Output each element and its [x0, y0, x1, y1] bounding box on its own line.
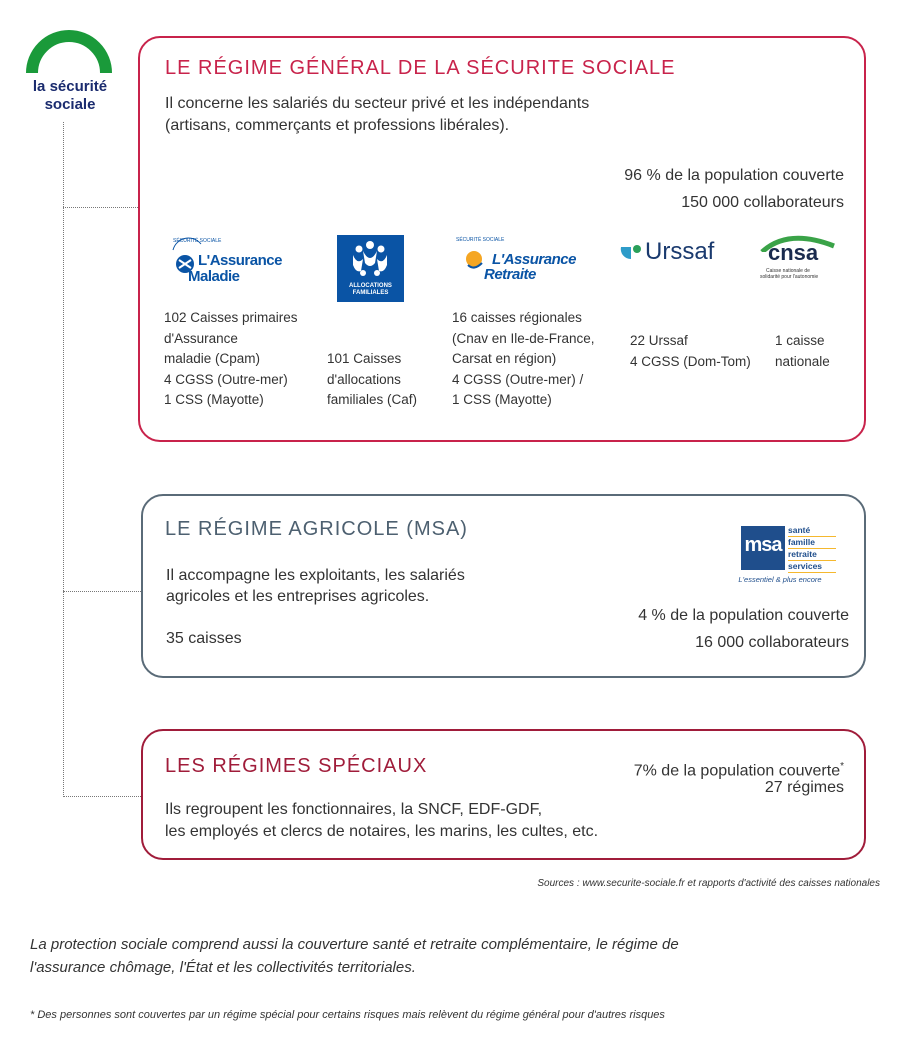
regimes-speciaux-desc-2: les employés et clercs de notaires, les marins, les cultes, etc.: [165, 823, 599, 840]
maladie-line-1: 102 Caisses primaires: [164, 310, 298, 325]
regime-agricole-caisses: 35 caisses: [166, 630, 242, 647]
assurance-maladie-logo: [165, 236, 290, 291]
regime-general-title: LE RÉGIME GÉNÉRAL DE LA SÉCURITE SOCIALE: [165, 57, 676, 79]
retraite-logo-tag: SÉCURITÉ SOCIALE: [456, 237, 505, 243]
maladie-line-2: d'Assurance: [164, 330, 238, 346]
maladie-logo-tag: SÉCURITÉ SOCIALE: [173, 238, 222, 244]
msa-mark-icon: msa: [741, 526, 785, 570]
regimes-speciaux-desc-1: Ils regroupent les fonctionnaires, la SNCF, EDF-GDF,: [165, 801, 543, 818]
org-caf-caption: [327, 349, 417, 411]
regimes-speciaux-title: LES RÉGIMES SPÉCIAUX: [165, 755, 428, 777]
maladie-logo-line1: L'Assurance: [198, 252, 282, 269]
protection-note-2: l'assurance chômage, l'État et les collectivités territoriales.: [30, 959, 416, 976]
caf-line-3: familiales (Caf): [327, 392, 418, 407]
urssaf-line-1: 22 Urssaf: [630, 333, 688, 348]
footnote: * Des personnes sont couvertes par un régime spécial pour certains risques mais relèvent du régime général pour d'autres risques: [30, 1009, 665, 1021]
msa-word-4: services: [788, 561, 836, 573]
retraite-line-3: Carsat en région): [452, 351, 557, 366]
logo-text-line1: la sécurité: [32, 78, 108, 95]
retraite-line-1: 16 caisses régionales: [452, 310, 582, 325]
caf-logo-line2: FAMILIALES: [352, 290, 389, 296]
logo-arc-icon: [26, 30, 112, 73]
maladie-line-3: maladie (Cpam): [164, 351, 261, 366]
msa-logo: [738, 525, 838, 587]
retraite-line-4: 4 CGSS (Outre-mer) /: [452, 371, 584, 387]
maladie-line-4: 4 CGSS (Outre-mer): [164, 371, 288, 387]
connector-speciaux: [63, 796, 141, 797]
cnsa-logo: [758, 232, 838, 287]
caf-line-2: d'allocations: [327, 371, 401, 387]
sources-note: Sources : www.securite-sociale.fr et rapports d'activité des caisses nationales: [537, 878, 880, 889]
org-maladie-caption: [164, 308, 298, 411]
maladie-logo-line2: Maladie: [188, 268, 240, 285]
msa-word-2: famille: [788, 537, 836, 549]
cnsa-logo-text: cnsa: [768, 240, 819, 265]
cnsa-logo-sub2: solidarité pour l'autonomie: [760, 274, 819, 280]
cnsa-line-2: nationale: [775, 353, 830, 369]
connector-vertical: [63, 122, 64, 797]
speciaux-footnote-mark: *: [840, 761, 844, 772]
connector-general: [63, 207, 138, 208]
retraite-line-5: 1 CSS (Mayotte): [452, 392, 552, 407]
protection-note-1: La protection sociale comprend aussi la couverture santé et retraite complémentaire, le régime de: [30, 936, 679, 953]
urssaf-line-2: 4 CGSS (Dom-Tom): [630, 353, 751, 369]
msa-word-3: retraite: [788, 549, 836, 561]
logo-text-line2: sociale: [44, 96, 96, 113]
regime-agricole-desc-1: Il accompagne les exploitants, les salariés: [166, 567, 465, 584]
retraite-logo-line1: L'Assurance: [492, 251, 576, 268]
regimes-speciaux-stat-regimes: 27 régimes: [764, 779, 844, 796]
caf-logo-line1: ALLOCATIONS: [349, 283, 392, 289]
regime-general-desc-1: Il concerne les salariés du secteur privé et les indépendants: [165, 95, 590, 112]
urssaf-logo: [619, 238, 734, 268]
regime-agricole-desc-2: agricoles et les entreprises agricoles.: [166, 588, 430, 605]
msa-word-1: santé: [788, 525, 836, 537]
regime-agricole-stat-population: 4 % de la population couverte: [638, 607, 849, 624]
org-cnsa-caption: [775, 331, 830, 372]
retraite-line-2: (Cnav en Ile-de-France,: [452, 330, 595, 346]
org-urssaf-caption: [630, 331, 751, 372]
cnsa-logo-sub1: Caisse nationale de: [766, 268, 810, 274]
connector-agricole: [63, 591, 141, 592]
cnsa-line-1: 1 caisse: [775, 333, 825, 348]
caf-logo: [337, 235, 404, 302]
maladie-line-5: 1 CSS (Mayotte): [164, 392, 264, 407]
regime-general-desc-2: (artisans, commerçants et professions libérales).: [165, 117, 510, 134]
regime-general-stat-collaborateurs: 150 000 collaborateurs: [681, 194, 844, 211]
caf-family-icon: [337, 235, 404, 285]
urssaf-icon: [619, 241, 643, 265]
msa-words: [788, 525, 836, 573]
retraite-logo-line2: Retraite: [484, 266, 536, 283]
msa-tagline: L'essentiel & plus encore: [738, 575, 822, 584]
regime-agricole-title: LE RÉGIME AGRICOLE (MSA): [165, 518, 468, 540]
caf-line-1: 101 Caisses: [327, 351, 402, 366]
securite-sociale-logo: [20, 30, 120, 120]
urssaf-logo-text: Urssaf: [645, 238, 715, 265]
speciaux-stat1-text: 7% de la population couverte: [633, 762, 841, 780]
assurance-retraite-logo: [452, 233, 587, 288]
regime-general-stat-population: 96 % de la population couverte: [624, 167, 844, 184]
regime-agricole-stat-collaborateurs: 16 000 collaborateurs: [695, 634, 849, 651]
org-retraite-caption: [452, 308, 595, 411]
